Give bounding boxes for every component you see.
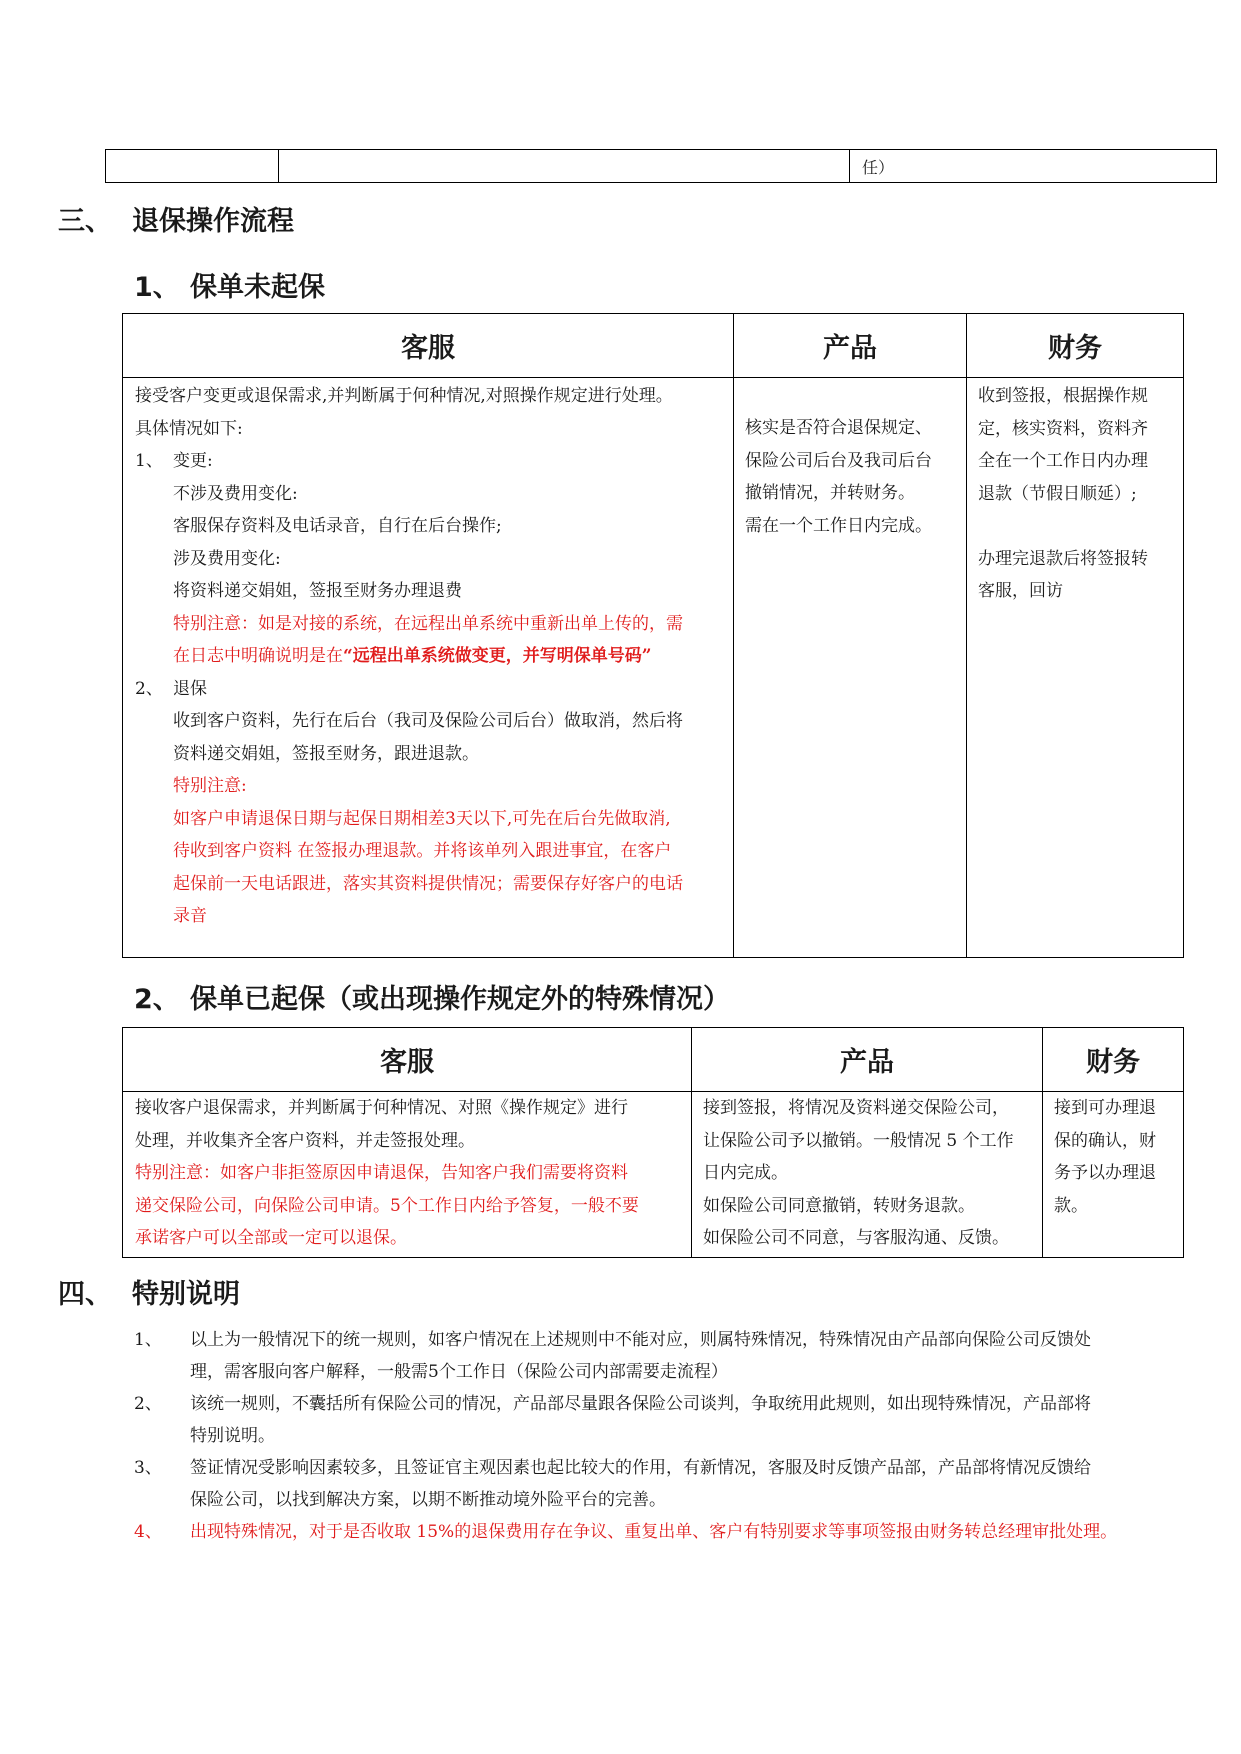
text-line: 收到签报，根据操作规: [978, 386, 1148, 406]
header-caiwu: 财务: [967, 314, 1184, 378]
text-line: [978, 510, 1177, 543]
list-item-change: [135, 445, 723, 478]
text-line: 资料递交娟姐，签报至财务，跟进退款。: [173, 743, 479, 764]
warning-line: 特别注意：如是对接的系统，在远程出单系统中重新出单上传的，需: [173, 613, 683, 634]
warning-line: 特别注意:: [173, 776, 247, 796]
process-table-started: [122, 1027, 1184, 1258]
list-label: 变更:: [173, 451, 213, 471]
text-line: 全在一个工作日内办理: [978, 451, 1148, 471]
text-line: 需在一个工作日内完成。: [745, 515, 932, 536]
text-line: 接到可办理退: [1054, 1098, 1156, 1118]
list-number: 2、: [135, 678, 163, 699]
header-chanpin: 产品: [734, 314, 967, 378]
caiwu-cell: [967, 378, 1184, 958]
text-line: 如保险公司不同意，与客服沟通、反馈。: [703, 1228, 1009, 1248]
subsection-number: 1、: [134, 272, 180, 303]
text-line: 撤销情况，并转财务。: [745, 483, 915, 503]
note-number: 1、: [134, 1330, 162, 1350]
warning-text: 在日志中明确说明是在: [173, 646, 343, 666]
process-table-not-started: [122, 313, 1184, 958]
text-line: 不涉及费用变化:: [173, 483, 298, 504]
header-kefu: 客服: [123, 1028, 692, 1092]
subsection-title: 保单未起保: [190, 272, 325, 303]
chanpin-cell: [734, 378, 967, 958]
header-caiwu: 财务: [1043, 1028, 1184, 1092]
header-kefu: 客服: [123, 314, 734, 378]
list-number: 1、: [135, 451, 163, 471]
text-line: 如保险公司同意撤销，转财务退款。: [703, 1195, 975, 1216]
text-line: 接受客户变更或退保需求,并判断属于何种情况,对照操作规定进行处理。: [135, 386, 673, 406]
text-line: 核实是否符合退保规定、: [745, 418, 932, 438]
note-number: 3、: [134, 1458, 162, 1478]
text-line: 让保险公司予以撤销。一般情况 5 个工作: [703, 1130, 1014, 1151]
section-number: 四、: [58, 1279, 112, 1310]
chanpin-cell: [692, 1092, 1043, 1258]
text-line: 接到签报，将情况及资料递交保险公司，: [703, 1098, 1009, 1118]
warning-emphasis: “远程出单系统做变更，并写明保单号码”: [343, 646, 652, 666]
warning-line: [135, 640, 723, 673]
text-line: 款。: [1054, 1195, 1088, 1216]
stub-cell-1: [106, 150, 279, 183]
stub-cell-2: [279, 150, 850, 183]
note-number: 4、: [134, 1522, 162, 1542]
text-line: 处理，并收集齐全客户资料，并走签报处理。: [135, 1130, 475, 1151]
text-line: 接收客户退保需求，并判断属于何种情况、对照《操作规定》进行: [135, 1098, 628, 1118]
note-item: [134, 1452, 1194, 1516]
warning-line: 承诺客户可以全部或一定可以退保。: [135, 1228, 407, 1248]
text-line: 保的确认，财: [1054, 1130, 1156, 1151]
list-label: 退保: [173, 678, 207, 699]
warning-line: 递交保险公司，向保险公司申请。5个工作日内给予答复，一般不要: [135, 1195, 639, 1216]
text-line: 保险公司，以找到解决方案，以期不断推动境外险平台的完善。: [190, 1490, 666, 1510]
caiwu-cell: [1043, 1092, 1184, 1258]
warning-line: 特别注意：如客户非拒签原因申请退保，告知客户我们需要将资料: [135, 1163, 628, 1183]
text-line: 特别说明。: [190, 1426, 275, 1446]
text-line: 签证情况受影响因素较多，且签证官主观因素也起比较大的作用，有新情况，客服及时反馈产品部，产品部将情况反馈给: [190, 1458, 1091, 1478]
text-line: 将资料递交娟姐，签报至财务办理退费: [173, 581, 462, 601]
subsection-number: 2、: [134, 984, 180, 1015]
section-number: 三、: [58, 206, 112, 237]
warning-line: 录音: [173, 906, 207, 926]
text-line: 该统一规则，不囊括所有保险公司的情况，产品部尽量跟各保险公司谈判，争取统用此规则，如出现特殊情况，产品部将: [190, 1394, 1091, 1414]
text-line: 务予以办理退: [1054, 1163, 1156, 1183]
special-notes-list: [134, 1324, 1194, 1548]
text-line: 保险公司后台及我司后台: [745, 450, 932, 471]
previous-table-tail: [105, 149, 1217, 183]
list-item-refund: [135, 673, 723, 706]
text-line: 出现特殊情况，对于是否收取 15%的退保费用存在争议、重复出单、客户有特别要求等事项签报由财务转总经理审批处理。: [190, 1522, 1118, 1542]
text-line: 退款（节假日顺延）;: [978, 483, 1137, 504]
text-line: 理，需客服向客户解释，一般需5个工作日（保险公司内部需要走流程）: [190, 1362, 728, 1382]
warning-line: 待收到客户资料 在签报办理退款。并将该单列入跟进事宜，在客户: [173, 841, 672, 861]
text-line: 日内完成。: [703, 1163, 788, 1183]
note-item: [134, 1324, 1194, 1388]
text-line: 客服，回访: [978, 581, 1063, 601]
subsection-title: 保单已起保（或出现操作规定外的特殊情况）: [190, 984, 730, 1015]
text-line: 收到客户资料，先行在后台（我司及保险公司后台）做取消，然后将: [173, 711, 683, 731]
section-title: 退保操作流程: [132, 206, 294, 237]
warning-line: 起保前一天电话跟进，落实其资料提供情况；需要保存好客户的电话: [173, 873, 683, 894]
header-chanpin: 产品: [692, 1028, 1043, 1092]
text-line: 涉及费用变化:: [173, 548, 281, 569]
kefu-cell: [123, 378, 734, 958]
note-number: 2、: [134, 1394, 162, 1414]
text-line: 定，核实资料，资料齐: [978, 418, 1148, 439]
note-item: [134, 1388, 1194, 1452]
text-line: 办理完退款后将签报转: [978, 548, 1148, 569]
text-line: 客服保存资料及电话录音，自行在后台操作;: [173, 516, 502, 536]
note-item-highlighted: [134, 1516, 1194, 1548]
stub-cell-3: 任）: [850, 150, 1217, 183]
warning-line: 如客户申请退保日期与起保日期相差3天以下,可先在后台先做取消,: [173, 808, 671, 829]
kefu-cell: [123, 1092, 692, 1258]
section-title: 特别说明: [132, 1279, 240, 1310]
text-line: 以上为一般情况下的统一规则，如客户情况在上述规则中不能对应，则属特殊情况，特殊情况由产品部向保险公司反馈处: [190, 1330, 1091, 1350]
text-line: 具体情况如下:: [135, 418, 243, 439]
